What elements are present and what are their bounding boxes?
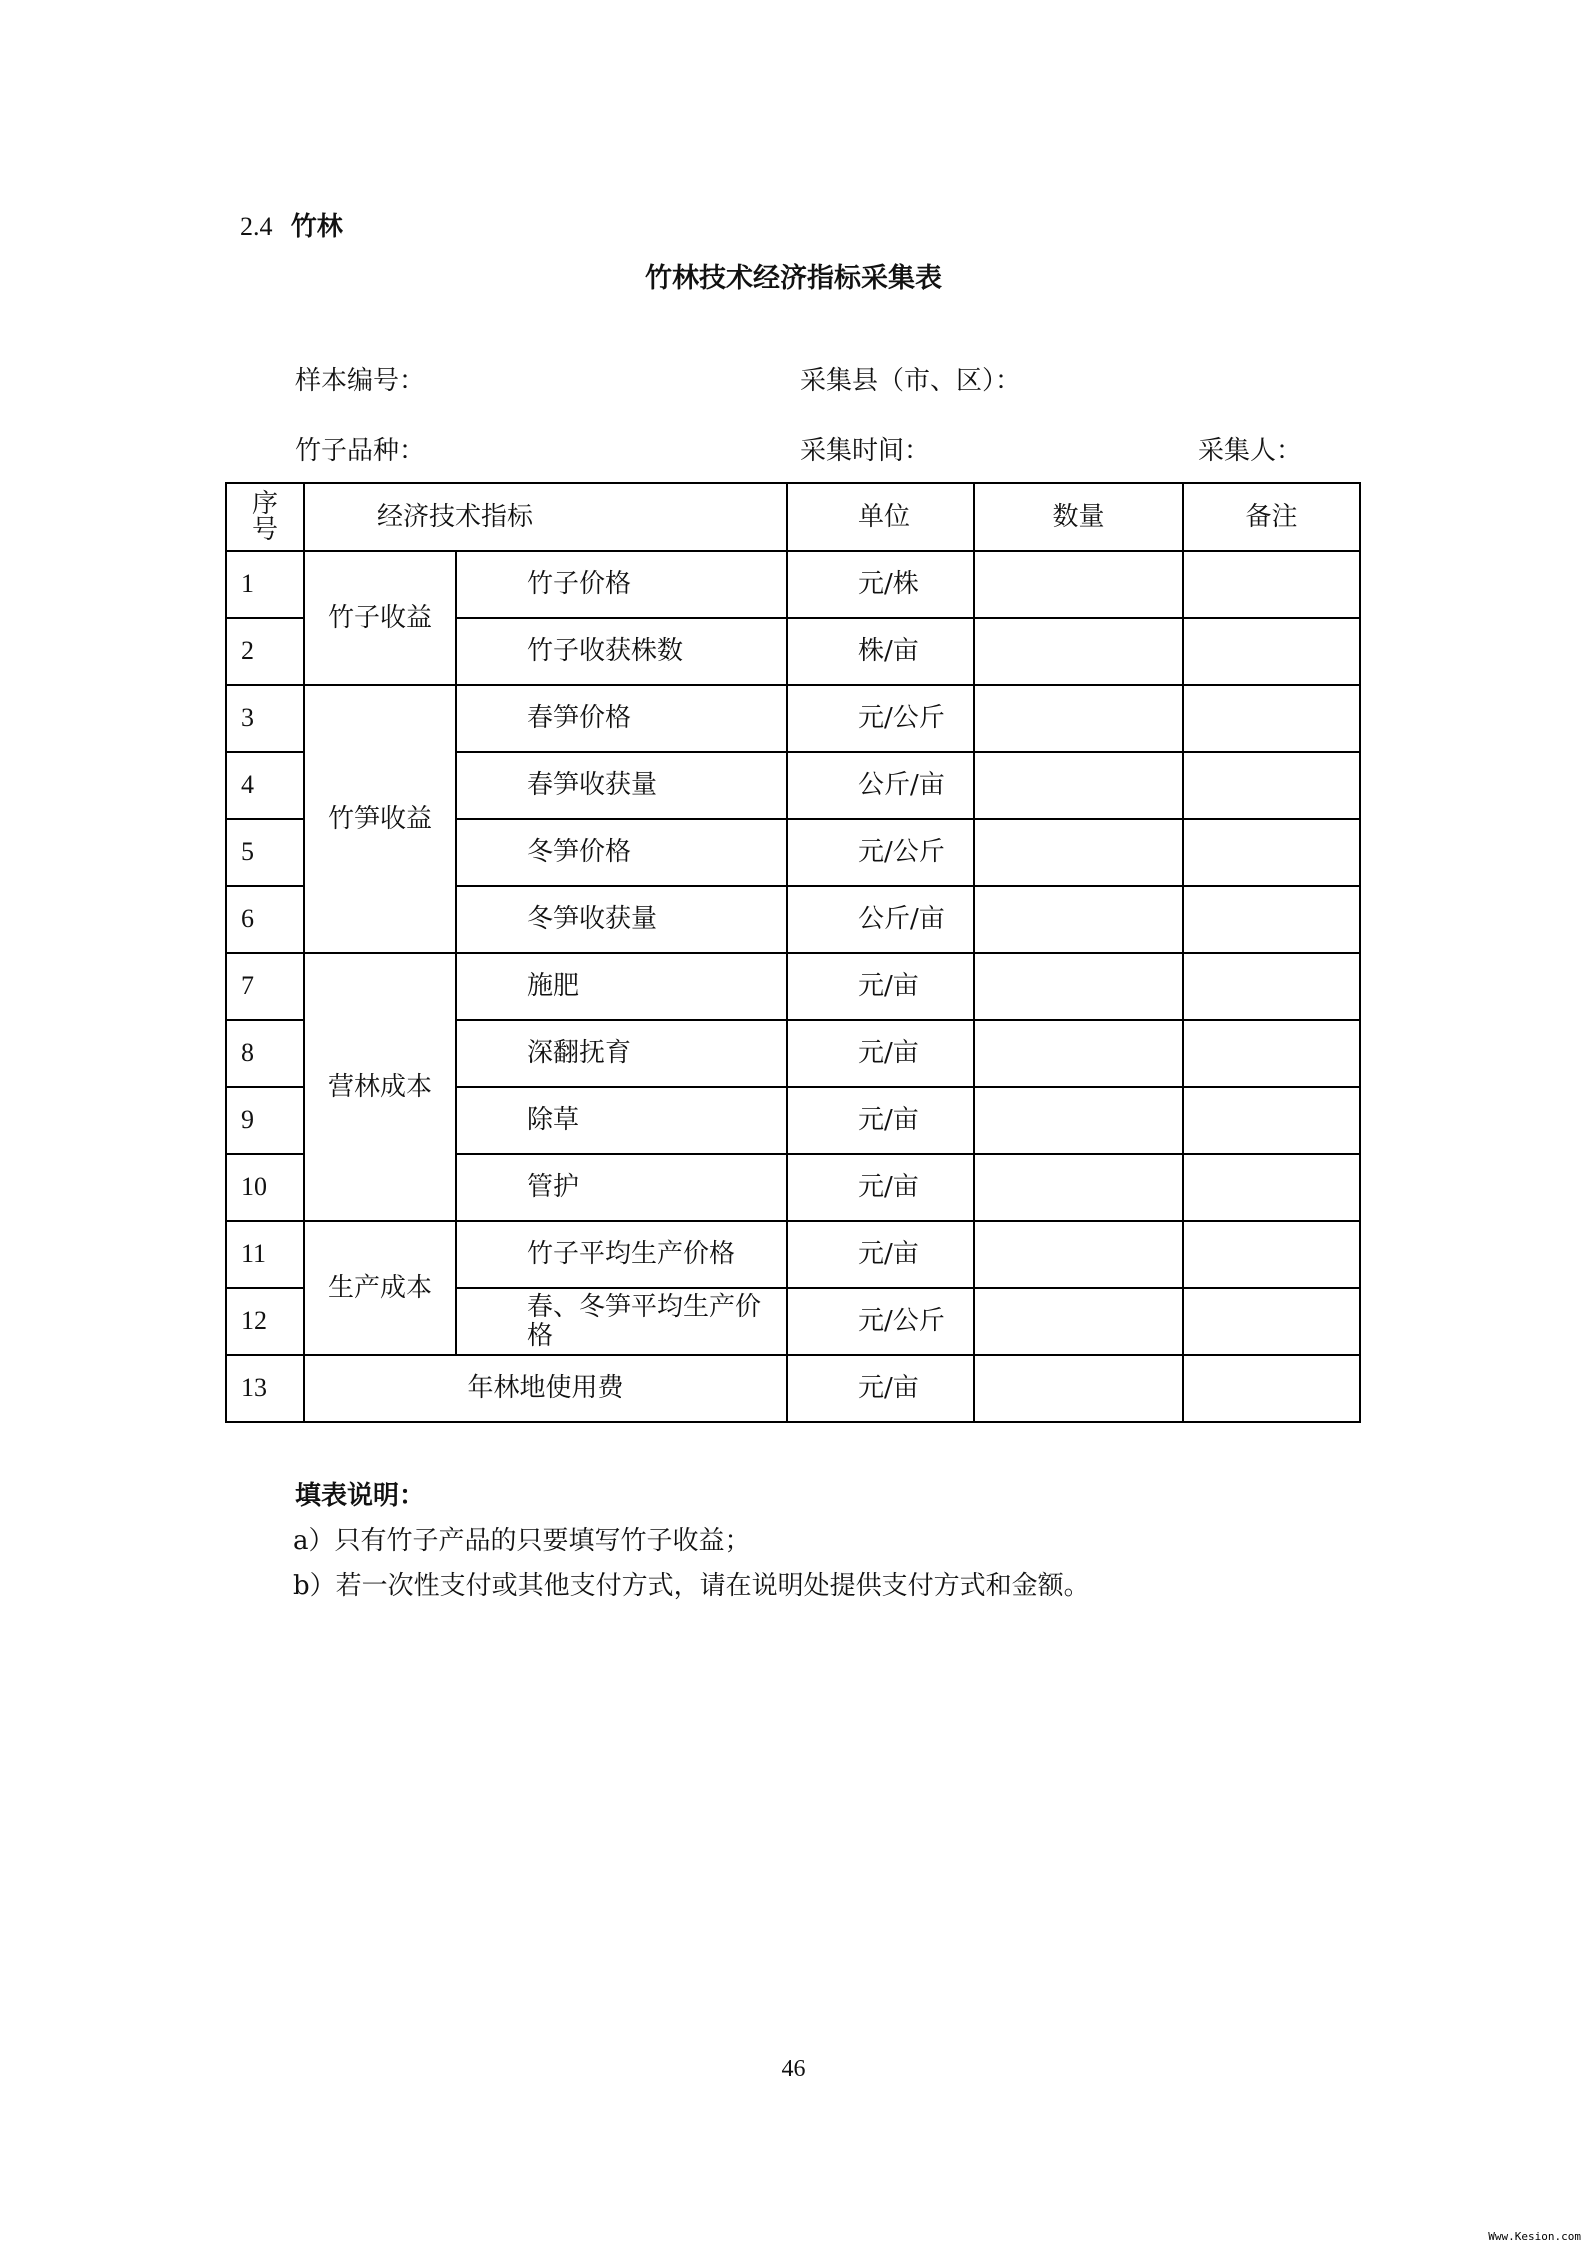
quantity-cell[interactable]: [974, 1020, 1183, 1087]
sample-no-label: 样本编号：: [295, 366, 426, 396]
note-item: b）若一次性支付或其他支付方式，请在说明处提供支付方式和金额。: [293, 1571, 1090, 1601]
bamboo-variety-label: 竹子品种：: [295, 436, 426, 466]
row-seq: 12: [226, 1288, 304, 1355]
remark-cell[interactable]: [1183, 752, 1360, 819]
section-number: 2.4: [240, 212, 273, 241]
row-indicator: 深翻抚育: [456, 1020, 787, 1087]
quantity-cell[interactable]: [974, 1087, 1183, 1154]
quantity-cell[interactable]: [974, 1288, 1183, 1355]
row-seq: 7: [226, 953, 304, 1020]
remark-cell[interactable]: [1183, 1020, 1360, 1087]
table-row: [226, 953, 1360, 1020]
remark-cell[interactable]: [1183, 618, 1360, 685]
row-unit: 元/亩: [787, 1154, 974, 1221]
row-unit: 元/亩: [787, 953, 974, 1020]
row-seq: 2: [226, 618, 304, 685]
remark-cell[interactable]: [1183, 1154, 1360, 1221]
row-indicator: 春笋价格: [456, 685, 787, 752]
note-item: a）只有竹子产品的只要填写竹子收益；: [293, 1526, 751, 1556]
table-header-row: [226, 483, 1360, 551]
table-row: [226, 685, 1360, 752]
remark-cell[interactable]: [1183, 1087, 1360, 1154]
row-indicator: 冬笋收获量: [456, 886, 787, 953]
row-seq: 9: [226, 1087, 304, 1154]
header-remark: 备注: [1183, 483, 1360, 551]
group-label: 竹笋收益: [304, 685, 456, 953]
row-seq: 5: [226, 819, 304, 886]
row-unit: 元/亩: [787, 1020, 974, 1087]
watermark: Www.Kesion.com: [1488, 2230, 1581, 2243]
row-indicator: 春笋收获量: [456, 752, 787, 819]
group-label: 生产成本: [304, 1221, 456, 1355]
remark-cell[interactable]: [1183, 1355, 1360, 1422]
table-row: [226, 1355, 1360, 1422]
indicator-table: [225, 482, 1361, 1423]
row-seq: 13: [226, 1355, 304, 1422]
row-unit: 元/亩: [787, 1087, 974, 1154]
section-heading: [240, 206, 343, 243]
remark-cell[interactable]: [1183, 886, 1360, 953]
remark-cell[interactable]: [1183, 551, 1360, 618]
remark-cell[interactable]: [1183, 819, 1360, 886]
remark-cell[interactable]: [1183, 953, 1360, 1020]
row-unit: 元/株: [787, 551, 974, 618]
row-unit: 元/公斤: [787, 685, 974, 752]
row-seq: 8: [226, 1020, 304, 1087]
page-number: 46: [781, 2056, 806, 2082]
row-seq: 6: [226, 886, 304, 953]
row-indicator: 春、冬笋平均生产价格: [456, 1288, 787, 1355]
fill-instructions: [295, 1475, 1090, 1610]
row-unit: 公斤/亩: [787, 752, 974, 819]
quantity-cell[interactable]: [974, 819, 1183, 886]
quantity-cell[interactable]: [974, 886, 1183, 953]
row-indicator: 施肥: [456, 953, 787, 1020]
row-unit: 元/公斤: [787, 1288, 974, 1355]
table-row: [226, 1221, 1360, 1288]
group-label: 竹子收益: [304, 551, 456, 685]
remark-cell[interactable]: [1183, 685, 1360, 752]
notes-heading: 填表说明：: [295, 1481, 426, 1511]
row-indicator: 管护: [456, 1154, 787, 1221]
header-unit: 单位: [787, 483, 974, 551]
row-indicator: 竹子收获株数: [456, 618, 787, 685]
row-indicator: 竹子价格: [456, 551, 787, 618]
row-seq: 10: [226, 1154, 304, 1221]
county-label: 采集县（市、区）：: [800, 366, 1022, 396]
quantity-cell[interactable]: [974, 1355, 1183, 1422]
quantity-cell[interactable]: [974, 1221, 1183, 1288]
row-indicator: 竹子平均生产价格: [456, 1221, 787, 1288]
page-title: 竹林技术经济指标采集表: [645, 263, 942, 294]
section-name: 竹林: [290, 212, 343, 242]
row-seq: 4: [226, 752, 304, 819]
row-indicator: 年林地使用费: [304, 1355, 787, 1422]
header-indicator: 经济技术指标: [304, 483, 787, 551]
header-quantity: 数量: [974, 483, 1183, 551]
row-indicator: 除草: [456, 1087, 787, 1154]
quantity-cell[interactable]: [974, 685, 1183, 752]
row-seq: 11: [226, 1221, 304, 1288]
table-row: [226, 551, 1360, 618]
collector-label: 采集人：: [1198, 436, 1303, 466]
quantity-cell[interactable]: [974, 618, 1183, 685]
quantity-cell[interactable]: [974, 551, 1183, 618]
row-seq: 1: [226, 551, 304, 618]
quantity-cell[interactable]: [974, 752, 1183, 819]
collect-time-label: 采集时间：: [800, 436, 931, 466]
row-unit: 元/公斤: [787, 819, 974, 886]
row-seq: 3: [226, 685, 304, 752]
row-indicator: 冬笋价格: [456, 819, 787, 886]
quantity-cell[interactable]: [974, 953, 1183, 1020]
quantity-cell[interactable]: [974, 1154, 1183, 1221]
remark-cell[interactable]: [1183, 1288, 1360, 1355]
group-label: 营林成本: [304, 953, 456, 1221]
header-seq: 序号: [226, 483, 304, 551]
row-unit: 公斤/亩: [787, 886, 974, 953]
remark-cell[interactable]: [1183, 1221, 1360, 1288]
row-unit: 元/亩: [787, 1221, 974, 1288]
row-unit: 株/亩: [787, 618, 974, 685]
row-unit: 元/亩: [787, 1355, 974, 1422]
